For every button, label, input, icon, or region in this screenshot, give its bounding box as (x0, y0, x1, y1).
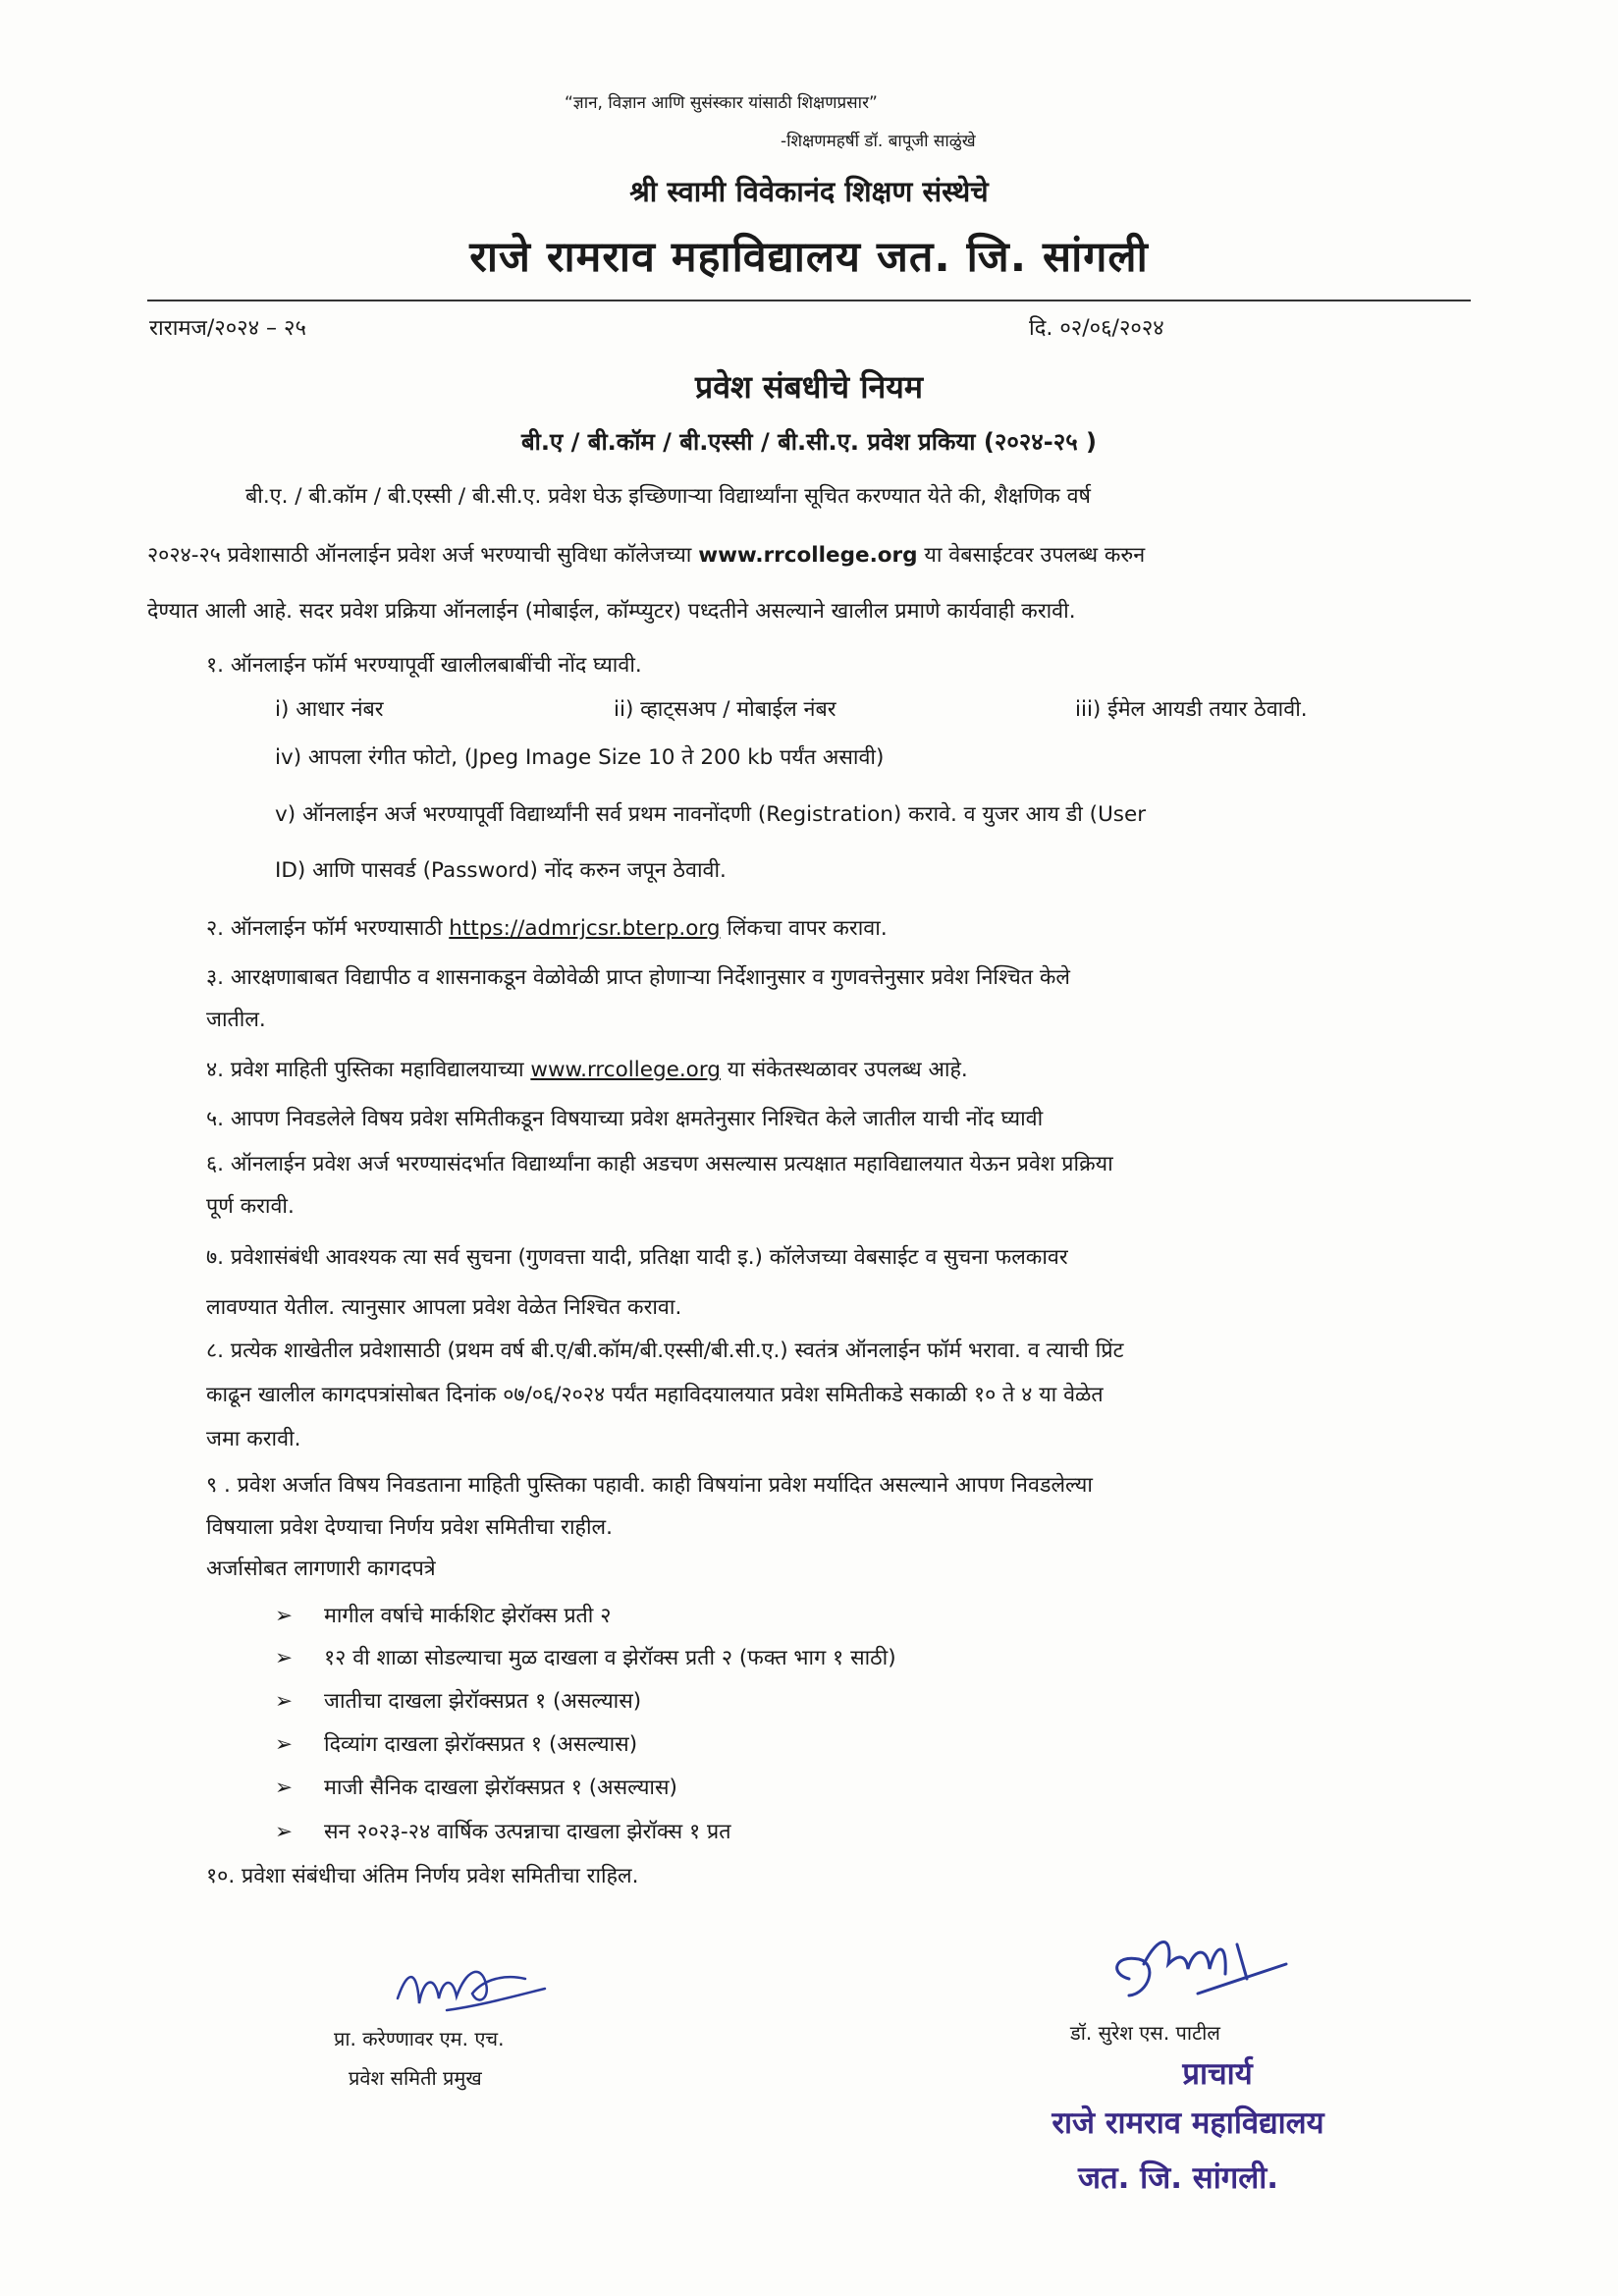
rule-6-line-1: ६. ऑनलाईन प्रवेश अर्ज भरण्यासंदर्भात विद्यार्थ्यांना काही अडचण असल्यास प्रत्यक्षात महाविद्यालयात येऊन प्रवेश प्रक्रिया (206, 1152, 1113, 1176)
intro-line-2 (147, 540, 1145, 569)
rule-6-line-2: पूर्ण करावी. (206, 1194, 295, 1219)
document-list-item (275, 1643, 896, 1671)
rule-1: १. ऑनलाईन फॉर्म भरण्यापूर्वी खालीलबाबींची नोंद घ्यावी. (206, 653, 642, 678)
arrow-bullet-icon: ➢ (275, 1776, 294, 1800)
rule-9-line-1: ९ . प्रवेश अर्जात विषय निवडताना माहिती पुस्तिका पहावी. काही विषयांना प्रवेश मर्यादित असल्याने आपण निवडलेल्या (206, 1473, 1093, 1498)
rule-4-start: ४. प्रवेश माहिती पुस्तिका महाविद्यालयाच्या (206, 1058, 531, 1082)
principal-signature-image (1100, 1925, 1296, 2013)
principal-stamp-college: राजे रामराव महाविद्यालय (1052, 2105, 1324, 2141)
rule-8-line-3: जमा करावी. (206, 1427, 301, 1451)
motto-attribution: -शिक्षणमहर्षी डॉ. बापूजी साळुंखे (781, 132, 976, 151)
left-signature-image (388, 1949, 555, 2028)
document-label: जातीचा दाखला झेरॉक्सप्रत १ (असल्यास) (324, 1689, 642, 1714)
college-website-link[interactable]: www.rrcollege.org (530, 1058, 721, 1082)
rule-1-item-iv: iv) आपला रंगीत फोटो, (Jpeg Image Size 10 ते 200 kb पर्यंत असावी) (275, 745, 885, 770)
arrow-bullet-icon: ➢ (275, 1604, 294, 1628)
rule-2 (206, 913, 888, 942)
rule-8-line-2: काढून खालील कागदपत्रांसोबत दिनांक ०७/०६/२०२४ पर्यंत महाविदयालयात प्रवेश समितीकडे सकाळी १० ते ४ या वेळेत (206, 1383, 1104, 1407)
document-list-item (275, 1729, 637, 1758)
rule-1-item-ii: ii) व्हाट्सअप / मोबाईल नंबर (614, 697, 836, 722)
left-signatory-name: प्रा. करेण्णावर एम. एच. (334, 2027, 505, 2050)
right-signatory-name: डॉ. सुरेश एस. पाटील (1070, 2021, 1220, 2045)
document-label: १२ वी शाळा सोडल्याचा मुळ दाखला व झेरॉक्स प्रती २ (फक्त भाग १ साठी) (324, 1646, 896, 1670)
document-list-item (275, 1817, 731, 1845)
left-signatory-role: प्रवेश समिती प्रमुख (349, 2066, 482, 2090)
document-title: प्रवेश संबधीचे नियम (695, 368, 923, 406)
rule-2-end: लिंकचा वापर करावा. (720, 916, 888, 941)
rule-5: ५. आपण निवडलेले विषय प्रवेश समितीकडून विषयाच्या प्रवेश क्षमतेनुसार निश्चित केले जातील याची नोंद घ्यावी (206, 1107, 1044, 1131)
rule-1-item-v-line-1: v) ऑनलाईन अर्ज भरण्यापूर्वी विद्यार्थ्यांनी सर्व प्रथम नावनोंदणी (Registration) करावे. व युजर आय डी (User (275, 802, 1147, 827)
document-list-item (275, 1601, 611, 1629)
arrow-bullet-icon: ➢ (275, 1646, 294, 1670)
reference-date: दि. ०२/०६/२०२४ (1029, 316, 1164, 341)
intro-line-3: देण्यात आली आहे. सदर प्रवेश प्रक्रिया ऑनलाईन (मोबाईल, कॉम्प्युटर) पध्दतीने असल्याने खालील प्रमाणे कार्यवाही करावी. (147, 599, 1076, 624)
rule-7-line-1: ७. प्रवेशासंबंधी आवश्यक त्या सर्व सुचना (गुणवत्ता यादी, प्रतिक्षा यादी इ.) कॉलेजच्या वेबसाईट व सुचना फलकावर (206, 1245, 1068, 1270)
rule-10: १०. प्रवेशा संबंधीचा अंतिम निर्णय प्रवेश समितीचा राहिल. (206, 1864, 639, 1888)
reference-number: रारामज/२०२४ – २५ (149, 316, 306, 341)
intro-line-1: बी.ए. / बी.कॉम / बी.एस्सी / बी.सी.ए. प्रवेश घेऊ इच्छिणाऱ्या विद्यार्थ्यांना सूचित करण्यात येते की, शैक्षणिक वर्ष (245, 484, 1091, 509)
arrow-bullet-icon: ➢ (275, 1820, 294, 1844)
trust-name: श्री स्वामी विवेकानंद शिक्षण संस्थेचे (629, 175, 989, 208)
rule-3-line-2: जातील. (206, 1008, 266, 1032)
document-list-item (275, 1773, 677, 1801)
document-label: दिव्यांग दाखला झेरॉक्सप्रत १ (असल्यास) (324, 1732, 638, 1757)
intro-line-2-end: या वेबसाईटवर उपलब्ध करुन (917, 543, 1146, 568)
rule-9-line-2: विषयाला प्रवेश देण्याचा निर्णय प्रवेश समितीचा राहील. (206, 1515, 613, 1540)
motto-quote: “ज्ञान, विज्ञान आणि सुसंस्कार यांसाठी शिक्षणप्रसार” (565, 93, 878, 113)
arrow-bullet-icon: ➢ (275, 1689, 294, 1714)
header-divider (147, 300, 1471, 301)
rule-2-start: २. ऑनलाईन फॉर्म भरण्यासाठी (206, 916, 450, 941)
rule-1-item-v-line-2: ID) आणि पासवर्ड (Password) नोंद करुन जपून ठेवावी. (275, 858, 727, 883)
left-signatory (334, 2019, 504, 2098)
intro-website: www.rrcollege.org (698, 543, 918, 568)
document-subtitle: बी.ए / बी.कॉम / बी.एस्सी / बी.सी.ए. प्रवेश प्रकिया (२०२४-२५ ) (520, 428, 1098, 456)
rule-7-line-2: लावण्यात येतील. त्यानुसार आपला प्रवेश वेळेत निश्चित करावा. (206, 1295, 682, 1320)
documents-heading: अर्जासोबत लागणारी कागदपत्रे (206, 1557, 436, 1581)
principal-stamp-title: प्राचार्य (1182, 2056, 1253, 2092)
arrow-bullet-icon: ➢ (275, 1732, 294, 1757)
admission-portal-link[interactable]: https://admrjcsr.bterp.org (449, 916, 721, 941)
document-label: माजी सैनिक दाखला झेरॉक्सप्रत १ (असल्यास) (324, 1776, 677, 1800)
rule-1-item-i: i) आधार नंबर (275, 697, 384, 722)
rule-4 (206, 1055, 968, 1083)
rule-3-line-1: ३. आरक्षणाबाबत विद्यापीठ व शासनाकडून वेळोवेळी प्राप्त होणाऱ्या निर्देशानुसार व गुणवत्तेनुसार प्रवेश निश्चित केले (206, 965, 1070, 990)
document-label: मागील वर्षाचे मार्कशिट झेरॉक्स प्रती २ (324, 1604, 612, 1628)
rule-4-end: या संकेतस्थळावर उपलब्ध आहे. (720, 1058, 968, 1082)
intro-line-2-start: २०२४-२५ प्रवेशासाठी ऑनलाईन प्रवेश अर्ज भरण्याची सुविधा कॉलेजच्या (147, 543, 699, 568)
document-list-item (275, 1686, 641, 1715)
rule-1-item-iii: iii) ईमेल आयडी तयार ठेवावी. (1075, 697, 1308, 722)
rule-8-line-1: ८. प्रत्येक शाखेतील प्रवेशासाठी (प्रथम वर्ष बी.ए/बी.कॉम/बी.एस्सी/बी.सी.ए.) स्वतंत्र ऑनलाईन फॉर्म भरावा. व त्याची प्रिंट (206, 1339, 1124, 1363)
document-label: सन २०२३-२४ वार्षिक उत्पन्नाचा दाखला झेरॉक्स १ प्रत (324, 1820, 731, 1844)
college-name: राजे रामराव महाविद्यालय जत. जि. सांगली (469, 233, 1149, 282)
principal-stamp-place: जत. जि. सांगली. (1077, 2160, 1279, 2196)
